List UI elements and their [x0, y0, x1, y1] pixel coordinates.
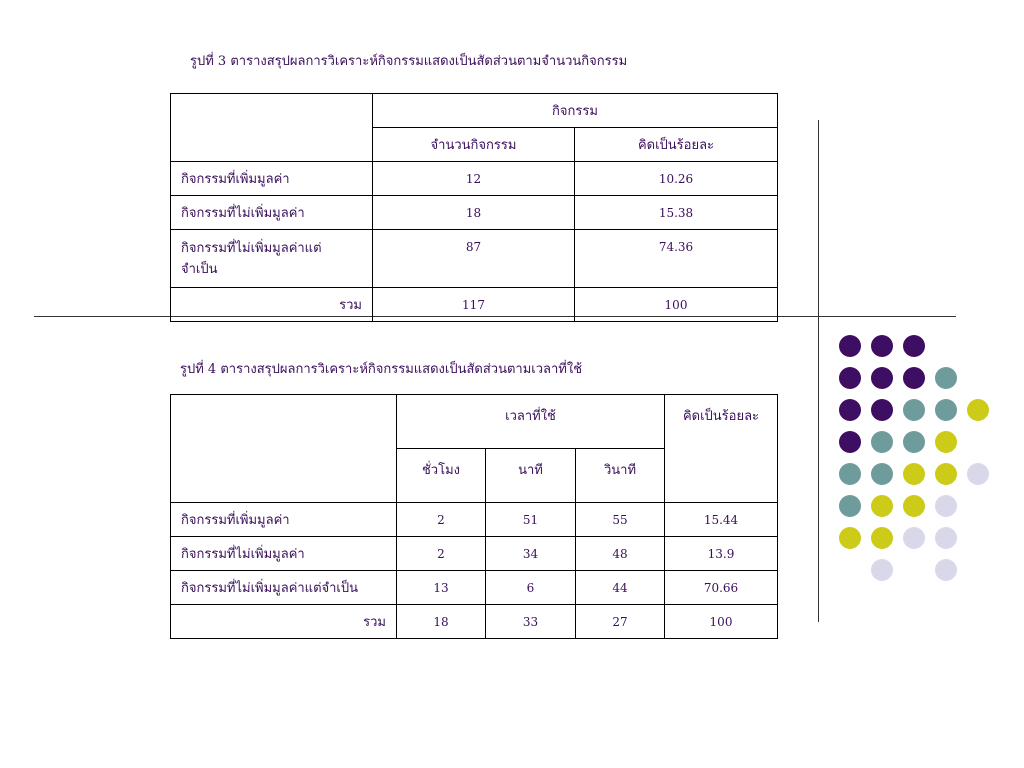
- decor-dot: [935, 495, 957, 517]
- total-minutes: 33: [486, 605, 576, 639]
- decor-dot: [871, 527, 893, 549]
- table1-col-count: จำนวนกิจกรรม: [373, 128, 575, 162]
- table1-activity-count: [170, 93, 778, 322]
- decor-dot: [935, 399, 957, 421]
- percent-cell: 15.44: [665, 503, 778, 537]
- row-label: กิจกรรมที่ไม่เพิ่มมูลค่าแต่จำเป็น: [171, 571, 397, 605]
- table2-activity-time: [170, 394, 778, 639]
- row-label: กิจกรรมที่ไม่เพิ่มมูลค่า: [171, 196, 373, 230]
- percent-cell: 70.66: [665, 571, 778, 605]
- total-label: รวม: [171, 288, 373, 322]
- decor-dot: [903, 495, 925, 517]
- table1-corner-cell: [171, 94, 373, 162]
- decor-dot: [871, 367, 893, 389]
- vertical-divider-line: [818, 120, 819, 622]
- decor-dot: [839, 367, 861, 389]
- total-percent: 100: [665, 605, 778, 639]
- decor-dot: [871, 431, 893, 453]
- total-hours: 18: [397, 605, 486, 639]
- decor-dot: [935, 527, 957, 549]
- decor-dot: [903, 335, 925, 357]
- count-cell: 87: [373, 230, 575, 288]
- decor-dot: [935, 367, 957, 389]
- table-row: [171, 571, 778, 605]
- decor-dot: [839, 463, 861, 485]
- seconds-cell: 44: [576, 571, 665, 605]
- table1-col-percent: คิดเป็นร้อยละ: [575, 128, 778, 162]
- table1-caption: รูปที่ 3 ตารางสรุปผลการวิเคราะห์กิจกรรมแสดงเป็นสัดส่วนตามจำนวนกิจกรรม: [190, 54, 628, 69]
- row-label: กิจกรรมที่ไม่เพิ่มมูลค่า: [171, 537, 397, 571]
- decor-dot: [903, 463, 925, 485]
- decor-dot: [935, 559, 957, 581]
- table-row: [171, 196, 778, 230]
- count-cell: 18: [373, 196, 575, 230]
- decor-dot: [935, 463, 957, 485]
- row-label: กิจกรรมที่เพิ่มมูลค่า: [171, 503, 397, 537]
- decor-dot: [871, 335, 893, 357]
- percent-cell: 74.36: [575, 230, 778, 288]
- row-label: [171, 230, 373, 288]
- table-row: [171, 537, 778, 571]
- minutes-cell: 6: [486, 571, 576, 605]
- table2-caption: รูปที่ 4 ตารางสรุปผลการวิเคราะห์กิจกรรมแสดงเป็นสัดส่วนตามเวลาที่ใช้: [180, 362, 583, 377]
- percent-cell: 13.9: [665, 537, 778, 571]
- decor-dot: [903, 431, 925, 453]
- table-row: [171, 503, 778, 537]
- decor-dot: [903, 527, 925, 549]
- table1-group-header: กิจกรรม: [373, 94, 778, 128]
- table-row: [171, 162, 778, 196]
- total-count: 117: [373, 288, 575, 322]
- total-row: [171, 288, 778, 322]
- table2-col-hours: ชั่วโมง: [397, 449, 486, 503]
- decor-dot: [903, 367, 925, 389]
- decor-dot: [967, 399, 989, 421]
- total-percent: 100: [575, 288, 778, 322]
- decor-dot: [839, 335, 861, 357]
- minutes-cell: 51: [486, 503, 576, 537]
- table2-col-percent: คิดเป็นร้อยละ: [665, 395, 778, 503]
- decor-dot: [935, 431, 957, 453]
- decor-dot: [903, 399, 925, 421]
- hours-cell: 2: [397, 537, 486, 571]
- decor-dot: [871, 559, 893, 581]
- table2-col-seconds: วินาที: [576, 449, 665, 503]
- decor-dot: [871, 399, 893, 421]
- percent-cell: 15.38: [575, 196, 778, 230]
- table2-col-minutes: นาที: [486, 449, 576, 503]
- count-cell: 12: [373, 162, 575, 196]
- decor-dot: [871, 463, 893, 485]
- decor-dot: [967, 463, 989, 485]
- percent-cell: 10.26: [575, 162, 778, 196]
- total-seconds: 27: [576, 605, 665, 639]
- row-label-text: กิจกรรมที่ไม่เพิ่มมูลค่าแต่ จำเป็น: [181, 241, 322, 277]
- hours-cell: 2: [397, 503, 486, 537]
- table2-corner-cell: [171, 395, 397, 503]
- hours-cell: 13: [397, 571, 486, 605]
- total-label: รวม: [171, 605, 397, 639]
- decor-dot: [839, 431, 861, 453]
- total-row: [171, 605, 778, 639]
- decor-dot: [839, 399, 861, 421]
- seconds-cell: 48: [576, 537, 665, 571]
- decor-dot: [839, 495, 861, 517]
- decor-dot: [839, 527, 861, 549]
- table-row: [171, 230, 778, 288]
- seconds-cell: 55: [576, 503, 665, 537]
- row-label: กิจกรรมที่เพิ่มมูลค่า: [171, 162, 373, 196]
- table2-group-header: เวลาที่ใช้: [397, 395, 665, 449]
- minutes-cell: 34: [486, 537, 576, 571]
- decor-dot: [871, 495, 893, 517]
